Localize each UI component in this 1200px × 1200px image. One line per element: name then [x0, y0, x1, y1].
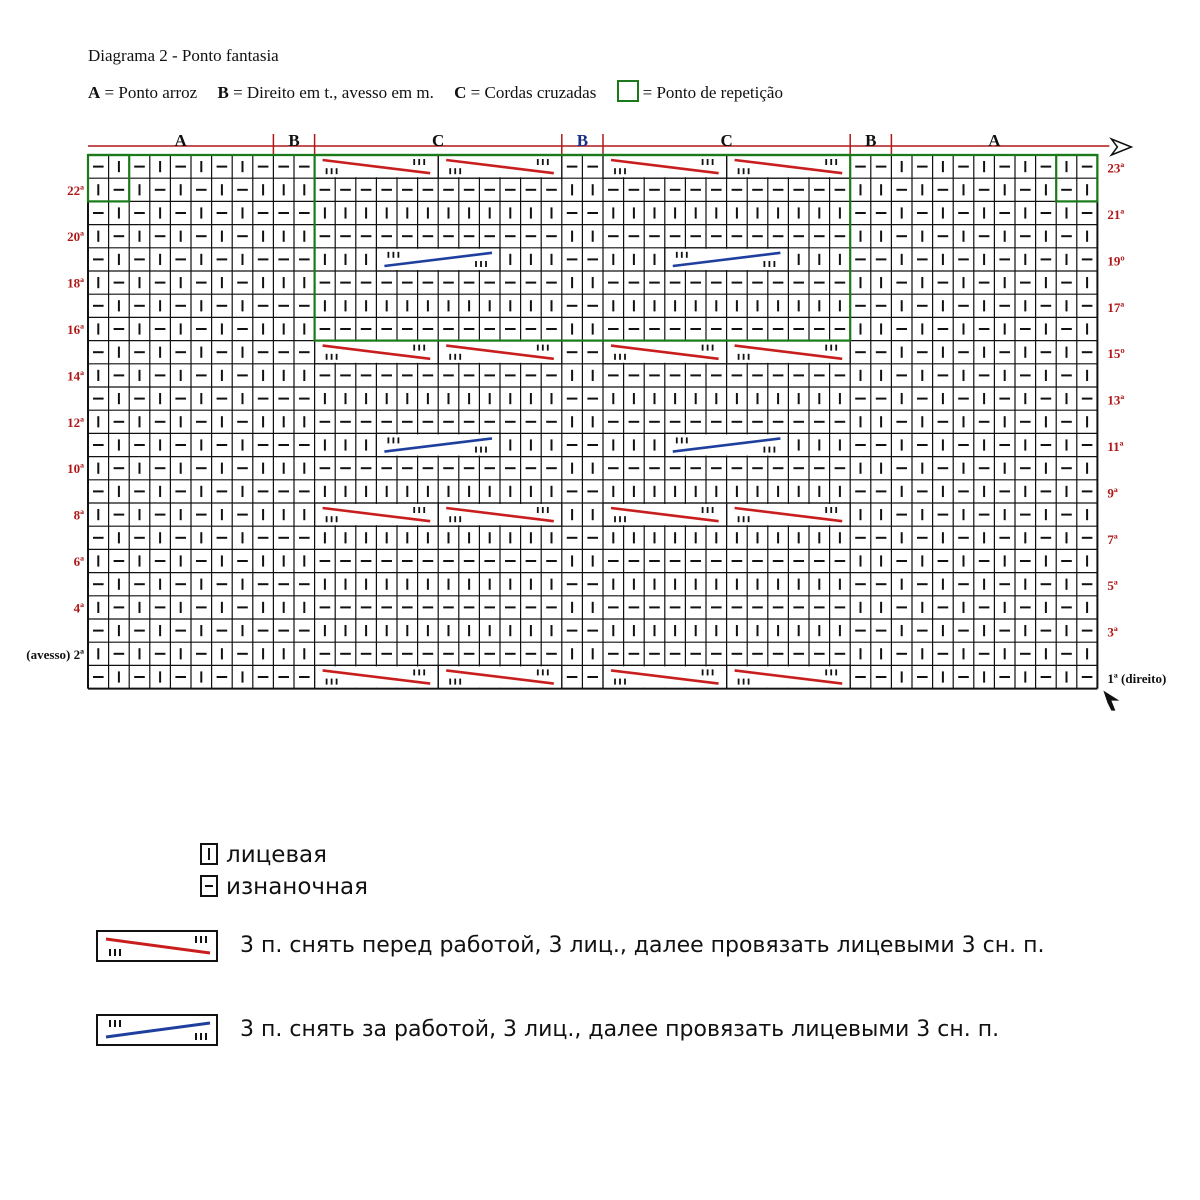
- direction-arrow-bottom-icon: [1103, 691, 1119, 711]
- row-label-right: 7ª: [1107, 531, 1118, 547]
- key-repeat: = Ponto de repetição: [617, 83, 783, 102]
- row-label-left: 4ª: [73, 600, 84, 616]
- row-label-left: 20ª: [67, 229, 84, 245]
- row-label-right: 9ª: [1107, 485, 1118, 501]
- knit-symbol-icon: [200, 843, 218, 865]
- row-label-left: 18ª: [67, 275, 84, 291]
- row-label-right: 1ª (direito): [1107, 671, 1167, 686]
- cable-back-icon: [96, 1014, 218, 1046]
- legend-purl: изнаночная: [200, 874, 368, 900]
- legend-cable-back: 3 п. снять за работой, 3 лиц., далее провязать лицевыми 3 сн. п.: [96, 1014, 999, 1046]
- legend-cable-front: 3 п. снять перед работой, 3 лиц., далее провязать лицевыми 3 сн. п.: [96, 930, 1045, 962]
- legend-knit: лицевая: [200, 842, 327, 868]
- row-label-left: 14ª: [67, 368, 84, 384]
- row-label-left: 16ª: [67, 322, 84, 337]
- key-a: A = Ponto arroz: [88, 83, 198, 102]
- chart-title: Diagrama 2 - Ponto fantasia: [88, 46, 279, 65]
- key-b: B = Direito em t., avesso em m.: [217, 83, 434, 102]
- row-label-right: 21ª: [1107, 207, 1125, 222]
- row-label-right: 15º: [1107, 346, 1125, 362]
- row-label-left: 22ª: [67, 182, 84, 198]
- row-label-left: 12ª: [67, 414, 84, 430]
- row-label-right: 17ª: [1107, 299, 1125, 315]
- row-label-right: 19º: [1107, 253, 1125, 269]
- row-label-right: 23ª: [1107, 160, 1125, 176]
- row-label-left: (avesso) 2ª: [26, 646, 84, 662]
- row-label-right: 3ª: [1107, 624, 1118, 640]
- row-label-right: 13ª: [1107, 392, 1125, 408]
- row-label-left: 8ª: [73, 507, 84, 523]
- row-label-right: 11ª: [1107, 439, 1124, 454]
- section-label: B: [865, 131, 877, 150]
- purl-symbol-icon: [200, 875, 218, 897]
- row-label-right: 5ª: [1107, 578, 1118, 594]
- row-label-left: 10ª: [67, 461, 84, 477]
- section-label: C: [720, 131, 733, 150]
- section-label: A: [988, 131, 1001, 150]
- section-label: A: [174, 131, 187, 150]
- section-label: B: [288, 131, 300, 150]
- row-label-left: 6ª: [73, 554, 84, 569]
- key-c: C = Cordas cruzadas: [454, 83, 597, 102]
- section-label: B: [576, 131, 589, 150]
- direction-arrow-top-icon: [1111, 139, 1131, 155]
- section-label: C: [432, 131, 445, 150]
- cable-front-icon: [96, 930, 218, 962]
